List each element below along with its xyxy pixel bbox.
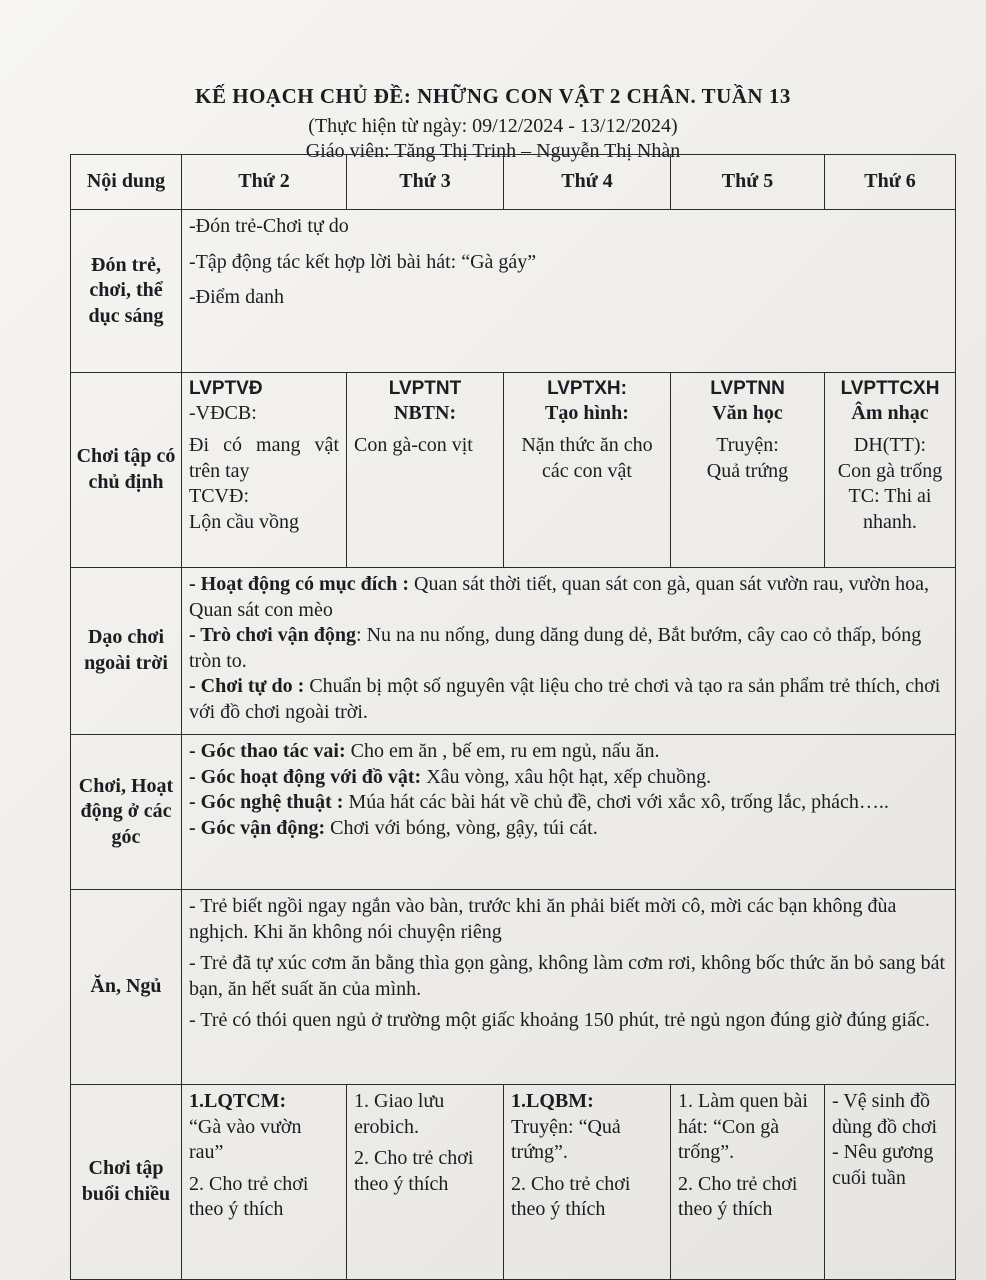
table-row: [71, 210, 956, 373]
choi-tap-thu4: [504, 373, 671, 568]
chieu-thu4: [504, 1085, 671, 1280]
activity-line: Nặn thức ăn cho các con vật: [521, 433, 653, 482]
item-heading: - Góc nghệ thuật :: [189, 791, 344, 814]
activity-line: Văn học: [712, 402, 783, 425]
row-label-goc: Chơi, Hoạt động ở các góc: [71, 735, 182, 890]
table-row: [71, 568, 956, 735]
row-label-choi-tap: Chơi tập có chủ định: [71, 373, 182, 568]
activity-line: 2. Cho trẻ chơi theo ý thích: [189, 1172, 309, 1221]
item-heading: - Hoạt động có mục đích :: [189, 573, 409, 595]
activity-line: Con gà-con vịt: [354, 433, 473, 456]
an-ngu-line: - Trẻ đã tự xúc cơm ăn bằng thìa gọn gàng, không làm cơm rơi, không bốc thức ăn bỏ sang bát bạn, ăn hết suất ăn của mình.: [189, 952, 946, 1000]
table-row: [71, 735, 956, 890]
item-text: Quan sát thời tiết, quan sát con gà, quan sát vườn rau, vườn hoa, Quan sát con mèo: [189, 573, 929, 621]
list-item: [189, 674, 948, 725]
col-header-thu6: Thứ 6: [825, 155, 956, 210]
list-item: [189, 623, 948, 674]
item-heading: - Góc thao tác vai:: [189, 740, 346, 762]
area-label: LVPTVĐ: [189, 378, 263, 399]
activity-line: DH(TT):: [853, 433, 927, 456]
col-header-content: Nội dung: [71, 155, 182, 210]
goc-content: [182, 735, 956, 890]
an-ngu-line: - Trẻ biết ngồi ngay ngắn vào bàn, trước khi ăn phải biết mời cô, mời các bạn không đùa nghịch. Khi ăn không nói chuyện riêng: [189, 895, 897, 943]
table-row: [71, 373, 956, 568]
don-tre-line: -Đón trẻ-Chơi tự do: [189, 215, 349, 237]
list-item: [189, 739, 948, 765]
row-label-chieu: Chơi tập buổi chiều: [71, 1085, 182, 1280]
plan-title: KẾ HOẠCH CHỦ ĐỀ: NHỮNG CON VẬT 2 CHÂN. TUẦN 13: [195, 84, 791, 108]
an-ngu-content: [182, 890, 956, 1085]
item-heading: - Góc hoạt động với đồ vật:: [189, 765, 422, 788]
table-header-row: [71, 155, 956, 210]
item-heading: - Trò chơi vận động: [189, 624, 357, 647]
activity-line: Lộn cầu vồng: [189, 510, 299, 533]
list-item: [189, 572, 948, 623]
area-label: LVPTNT: [388, 378, 462, 399]
activity-line: 1.LQBM:: [511, 1090, 594, 1112]
choi-tap-thu3: [347, 373, 504, 568]
item-heading: - Góc vận động:: [189, 816, 326, 839]
activity-line: “Gà vào vườn rau”: [189, 1115, 302, 1164]
activity-line: TC: Thi ai nhanh.: [848, 485, 932, 533]
weekly-plan-table: [70, 154, 956, 1280]
table-row: [71, 1085, 956, 1280]
area-label: LVPTNN: [710, 378, 785, 399]
item-text: Múa hát các bài hát về chủ đề, chơi với xắc xô, trống lắc, phách…..: [343, 791, 889, 814]
activity-line: Truyện:: [716, 433, 779, 456]
row-label-ngoai-troi: Dạo chơi ngoài trời: [71, 568, 182, 735]
item-text: : Nu na nu nống, dung dăng dung dẻ, Bắt bướm, cây cao cỏ thấp, bóng tròn to.: [189, 624, 922, 672]
activity-line: 1.LQTCM:: [189, 1090, 287, 1112]
activity-line: Quả trứng: [706, 459, 789, 482]
list-item: [189, 790, 948, 816]
col-header-thu4: Thứ 4: [504, 155, 671, 210]
activity-line: - Vệ sinh đồ dùng đồ chơi: [832, 1090, 938, 1138]
item-text: Chơi với bóng, vòng, gậy, túi cát.: [325, 816, 598, 839]
area-label: LVPTXH:: [547, 378, 627, 399]
col-header-thu3: Thứ 3: [347, 155, 504, 210]
don-tre-line: -Tập động tác kết hợp lời bài hát: “Gà gáy”: [189, 250, 537, 273]
activity-line: 2. Cho trẻ chơi theo ý thích: [354, 1147, 474, 1195]
don-tre-content: [182, 210, 956, 373]
activity-line: Đi có mang vật trên tay: [189, 433, 339, 482]
activity-line: - Nêu gương cuối tuần: [832, 1141, 934, 1189]
plan-dates: (Thực hiện từ ngày: 09/12/2024 - 13/12/2024): [308, 115, 678, 137]
row-label-don-tre: Đón trẻ, chơi, thể dục sáng: [71, 210, 182, 373]
table-row: [71, 890, 956, 1085]
ngoai-troi-content: [182, 568, 956, 735]
list-item: [189, 765, 948, 791]
area-label: LVPTTCXH: [840, 378, 940, 399]
chieu-thu5: [671, 1085, 825, 1280]
item-text: Xâu vòng, xâu hột hạt, xếp chuồng.: [421, 765, 712, 788]
don-tre-line: -Điểm danh: [189, 286, 284, 309]
activity-line: Truyện: “Quả trứng”.: [511, 1115, 621, 1164]
col-header-thu2: Thứ 2: [182, 155, 347, 210]
list-item: [189, 816, 948, 842]
activity-line: TCVĐ:: [189, 485, 249, 508]
chieu-thu3: [347, 1085, 504, 1280]
activity-line: 2. Cho trẻ chơi theo ý thích: [678, 1172, 798, 1221]
activity-line: Con gà trống: [837, 459, 943, 482]
choi-tap-thu5: [671, 373, 825, 568]
an-ngu-line: - Trẻ có thói quen ngủ ở trường một giấc khoảng 150 phút, trẻ ngủ ngon đúng giờ đúng giấc.: [189, 1009, 930, 1032]
item-text: Cho em ăn , bế em, ru em ngủ, nấu ăn.: [345, 740, 660, 762]
chieu-thu2: [182, 1085, 347, 1280]
activity-line: Tạo hình:: [545, 402, 629, 425]
choi-tap-thu2: [182, 373, 347, 568]
row-label-an-ngu: Ăn, Ngủ: [71, 890, 182, 1085]
teacher-names: Giáo viên: Tăng Thị Trinh – Nguyễn Thị Nhàn: [305, 140, 681, 162]
item-text: Chuẩn bị một số nguyên vật liệu cho trẻ chơi và tạo ra sản phẩm trẻ thích, chơi với đồ chơi ngoài trời.: [189, 675, 941, 723]
activity-line: 1. Làm quen bài hát: “Con gà trống”.: [678, 1090, 808, 1164]
activity-line: NBTN:: [393, 402, 457, 425]
chieu-thu6: [825, 1085, 956, 1280]
col-header-thu5: Thứ 5: [671, 155, 825, 210]
choi-tap-thu6: [825, 373, 956, 568]
activity-line: -VĐCB:: [189, 402, 257, 425]
activity-line: 2. Cho trẻ chơi theo ý thích: [511, 1172, 631, 1221]
activity-line: Âm nhạc: [851, 402, 929, 425]
activity-line: 1. Giao lưu erobich.: [354, 1090, 445, 1138]
item-heading: - Chơi tự do :: [189, 675, 305, 698]
